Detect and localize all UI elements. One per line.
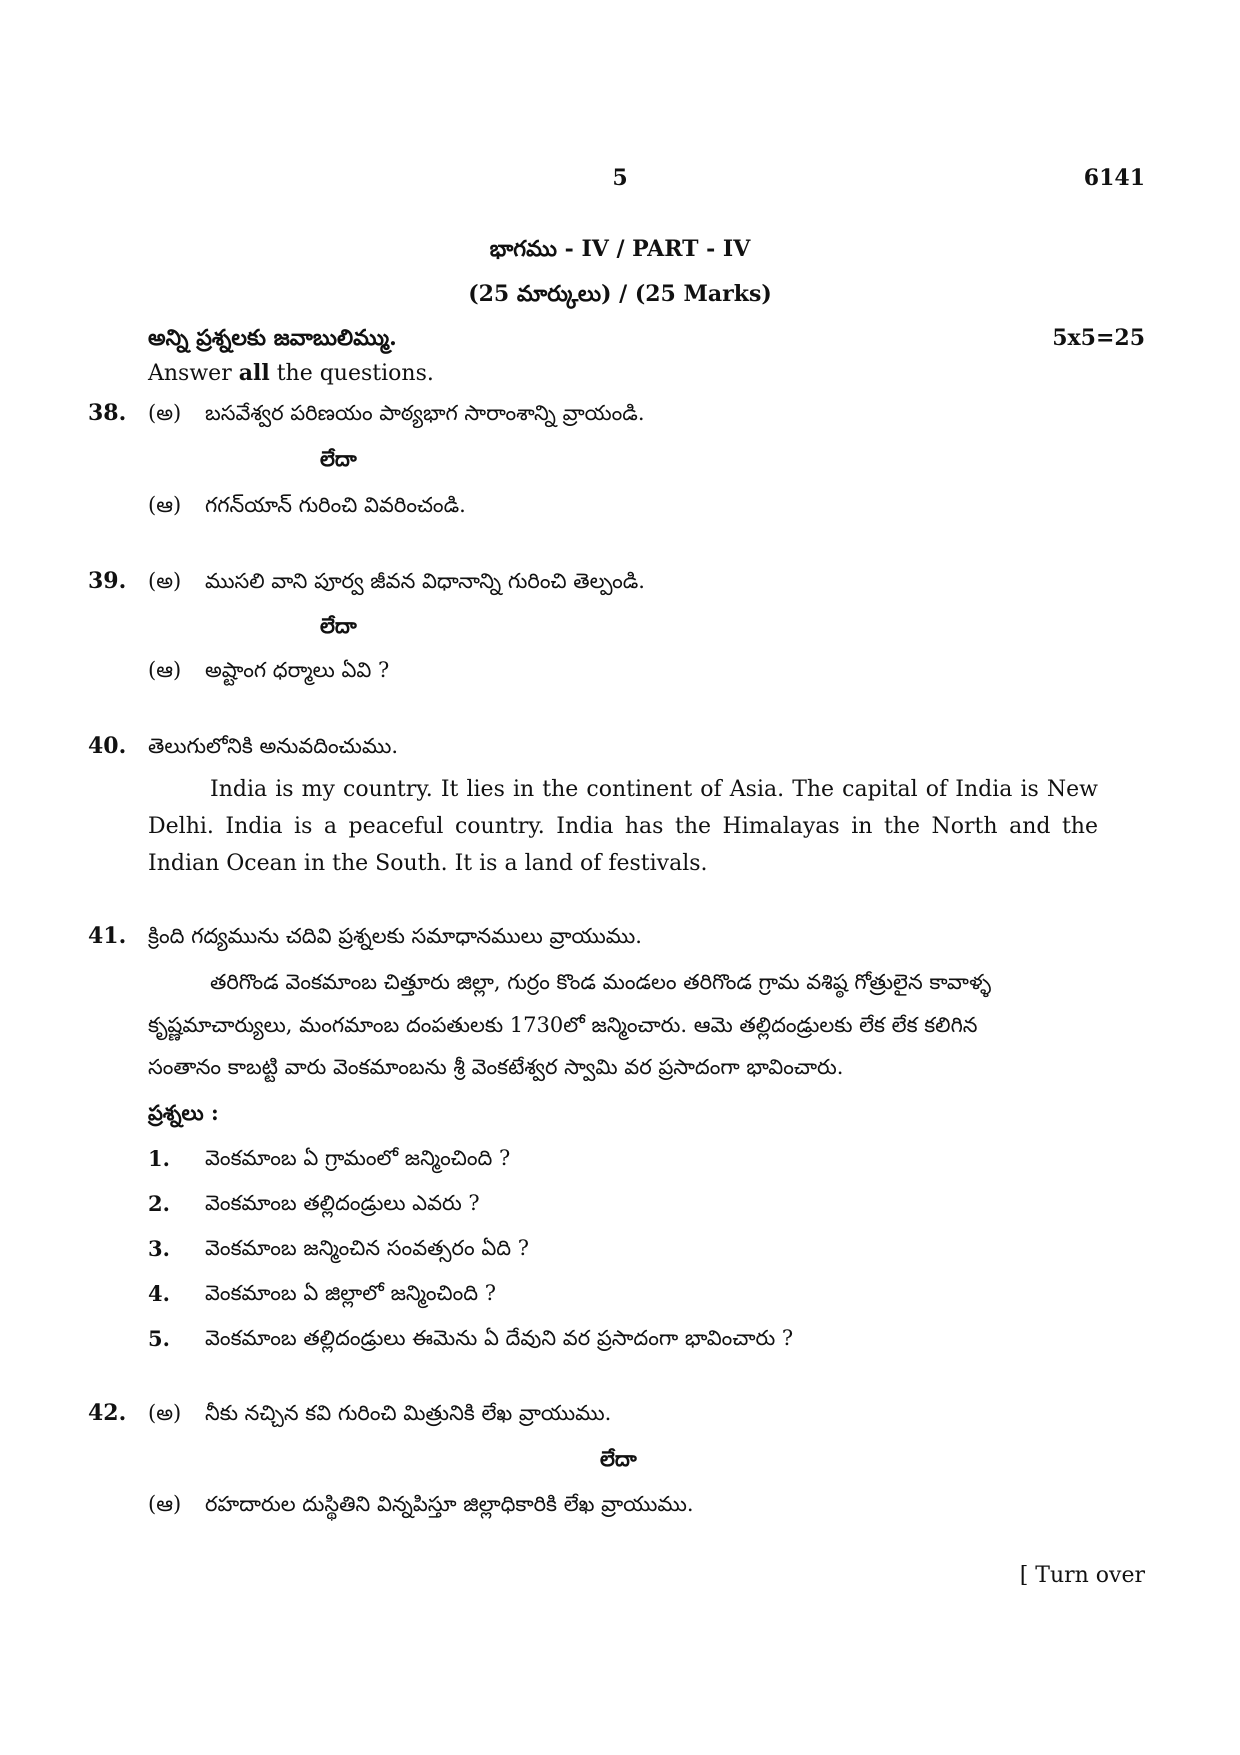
question-39-b-label: (ఆ) (148, 658, 182, 682)
question-42-a-text: నీకు నచ్చిన కవి గురించి మిత్రునికి లేఖ వ్రాయుము. (205, 1401, 612, 1425)
subquestion-2-text: వెంకమాంబ తల్లిదండ్రులు ఎవరు ? (205, 1191, 480, 1215)
question-38-or: లేదా (320, 446, 357, 471)
instruction-suffix: the questions. (269, 361, 434, 386)
question-38-b-text: గగన్‌యాన్ గురించి వివరించండి. (205, 493, 466, 517)
instruction-telugu: అన్ని ప్రశ్నలకు జవాబులిమ్ము. (148, 325, 397, 351)
subquestion-3-text: వెంకమాంబ జన్మించిన సంవత్సరం ఏది ? (205, 1236, 530, 1260)
instruction-emphasis: all (238, 360, 270, 386)
question-39-a-text: ముసలి వాని పూర్వ జీవన విధానాన్ని గురించి తెల్పండి. (205, 569, 645, 593)
question-39-b-text: అష్టాంగ ధర్మాలు ఏవి ? (205, 658, 390, 682)
subquestion-5-text: వెంకమాంబ తల్లిదండ్రులు ఈమెను ఏ దేవుని వర ప్రసాదంగా భావించారు ? (205, 1326, 794, 1350)
subquestion-2-number: 2. (148, 1191, 170, 1216)
question-38-a-label: (అ) (148, 401, 182, 425)
question-42-a-label: (అ) (148, 1401, 182, 1425)
paper-code: 6141 (1083, 165, 1145, 191)
question-38-number: 38. (88, 400, 127, 426)
question-38-b-label: (ఆ) (148, 493, 182, 517)
question-39-number: 39. (88, 568, 127, 594)
question-41-passage-line-3: సంతానం కాబట్టి వారు వెంకమాంబను శ్రీ వెంకటేశ్వర స్వామి వర ప్రసాదంగా భావించారు. (148, 1055, 844, 1079)
page-number: 5 (612, 165, 628, 191)
instruction-english (148, 360, 434, 386)
question-40-text: తెలుగులోనికి అనువదించుము. (148, 734, 399, 758)
instruction-prefix: Answer (148, 361, 239, 386)
subquestion-1-text: వెంకమాంబ ఏ గ్రామంలో జన్మించింది ? (205, 1146, 511, 1170)
question-41-number: 41. (88, 923, 127, 949)
part-marks: (25 మార్కులు) / (25 Marks) (468, 281, 772, 307)
question-41-passage-line-1: తరిగొండ వెంకమాంబ చిత్తూరు జిల్లా, గుర్రం కొండ మండలం తరిగొండ గ్రామ వశిష్ఠ గోత్రులైన కావాళ్ళ (210, 970, 992, 994)
question-42-number: 42. (88, 1400, 127, 1426)
marks-scheme: 5x5=25 (1052, 325, 1145, 351)
question-39-a-label: (అ) (148, 569, 182, 593)
subquestion-5-number: 5. (148, 1326, 170, 1351)
question-39-or: లేదా (320, 613, 357, 638)
question-42-b-text: రహదారుల దుస్థితిని విన్నపిస్తూ జిల్లాధికారికి లేఖ వ్రాయుము. (205, 1492, 694, 1516)
subquestion-4-text: వెంకమాంబ ఏ జిల్లాలో జన్మించింది ? (205, 1281, 497, 1305)
question-40-number: 40. (88, 733, 127, 759)
question-42-or: లేదా (600, 1446, 637, 1471)
subquestion-1-number: 1. (148, 1146, 170, 1171)
subquestion-4-number: 4. (148, 1281, 170, 1306)
question-41-text: క్రింది గద్యమును చదివి ప్రశ్నలకు సమాధానములు వ్రాయుము. (148, 924, 642, 948)
question-40-passage: India is my country. It lies in the continent of Asia. The capital of India is New Delhi. India is a peaceful country. India has the Himalayas in the North and the Indian Ocean in the South. It is a land of festivals. (148, 777, 1098, 876)
part-title: భాగము - IV / PART - IV (489, 236, 751, 262)
subquestion-3-number: 3. (148, 1236, 170, 1261)
question-41-passage-line-2: కృష్ణమాచార్యులు, మంగమాంబ దంపతులకు 1730లో జన్మించారు. ఆమె తల్లిదండ్రులకు లేక లేక కలిగిన (148, 1013, 978, 1037)
question-38-a-text: బసవేశ్వర పరిణయం పాఠ్యభాగ సారాంశాన్ని వ్రాయండి. (205, 401, 645, 425)
question-41-subheading: ప్రశ్నలు : (148, 1100, 219, 1125)
question-42-b-label: (ఆ) (148, 1492, 182, 1516)
turn-over-note: [ Turn over (1019, 1563, 1145, 1588)
